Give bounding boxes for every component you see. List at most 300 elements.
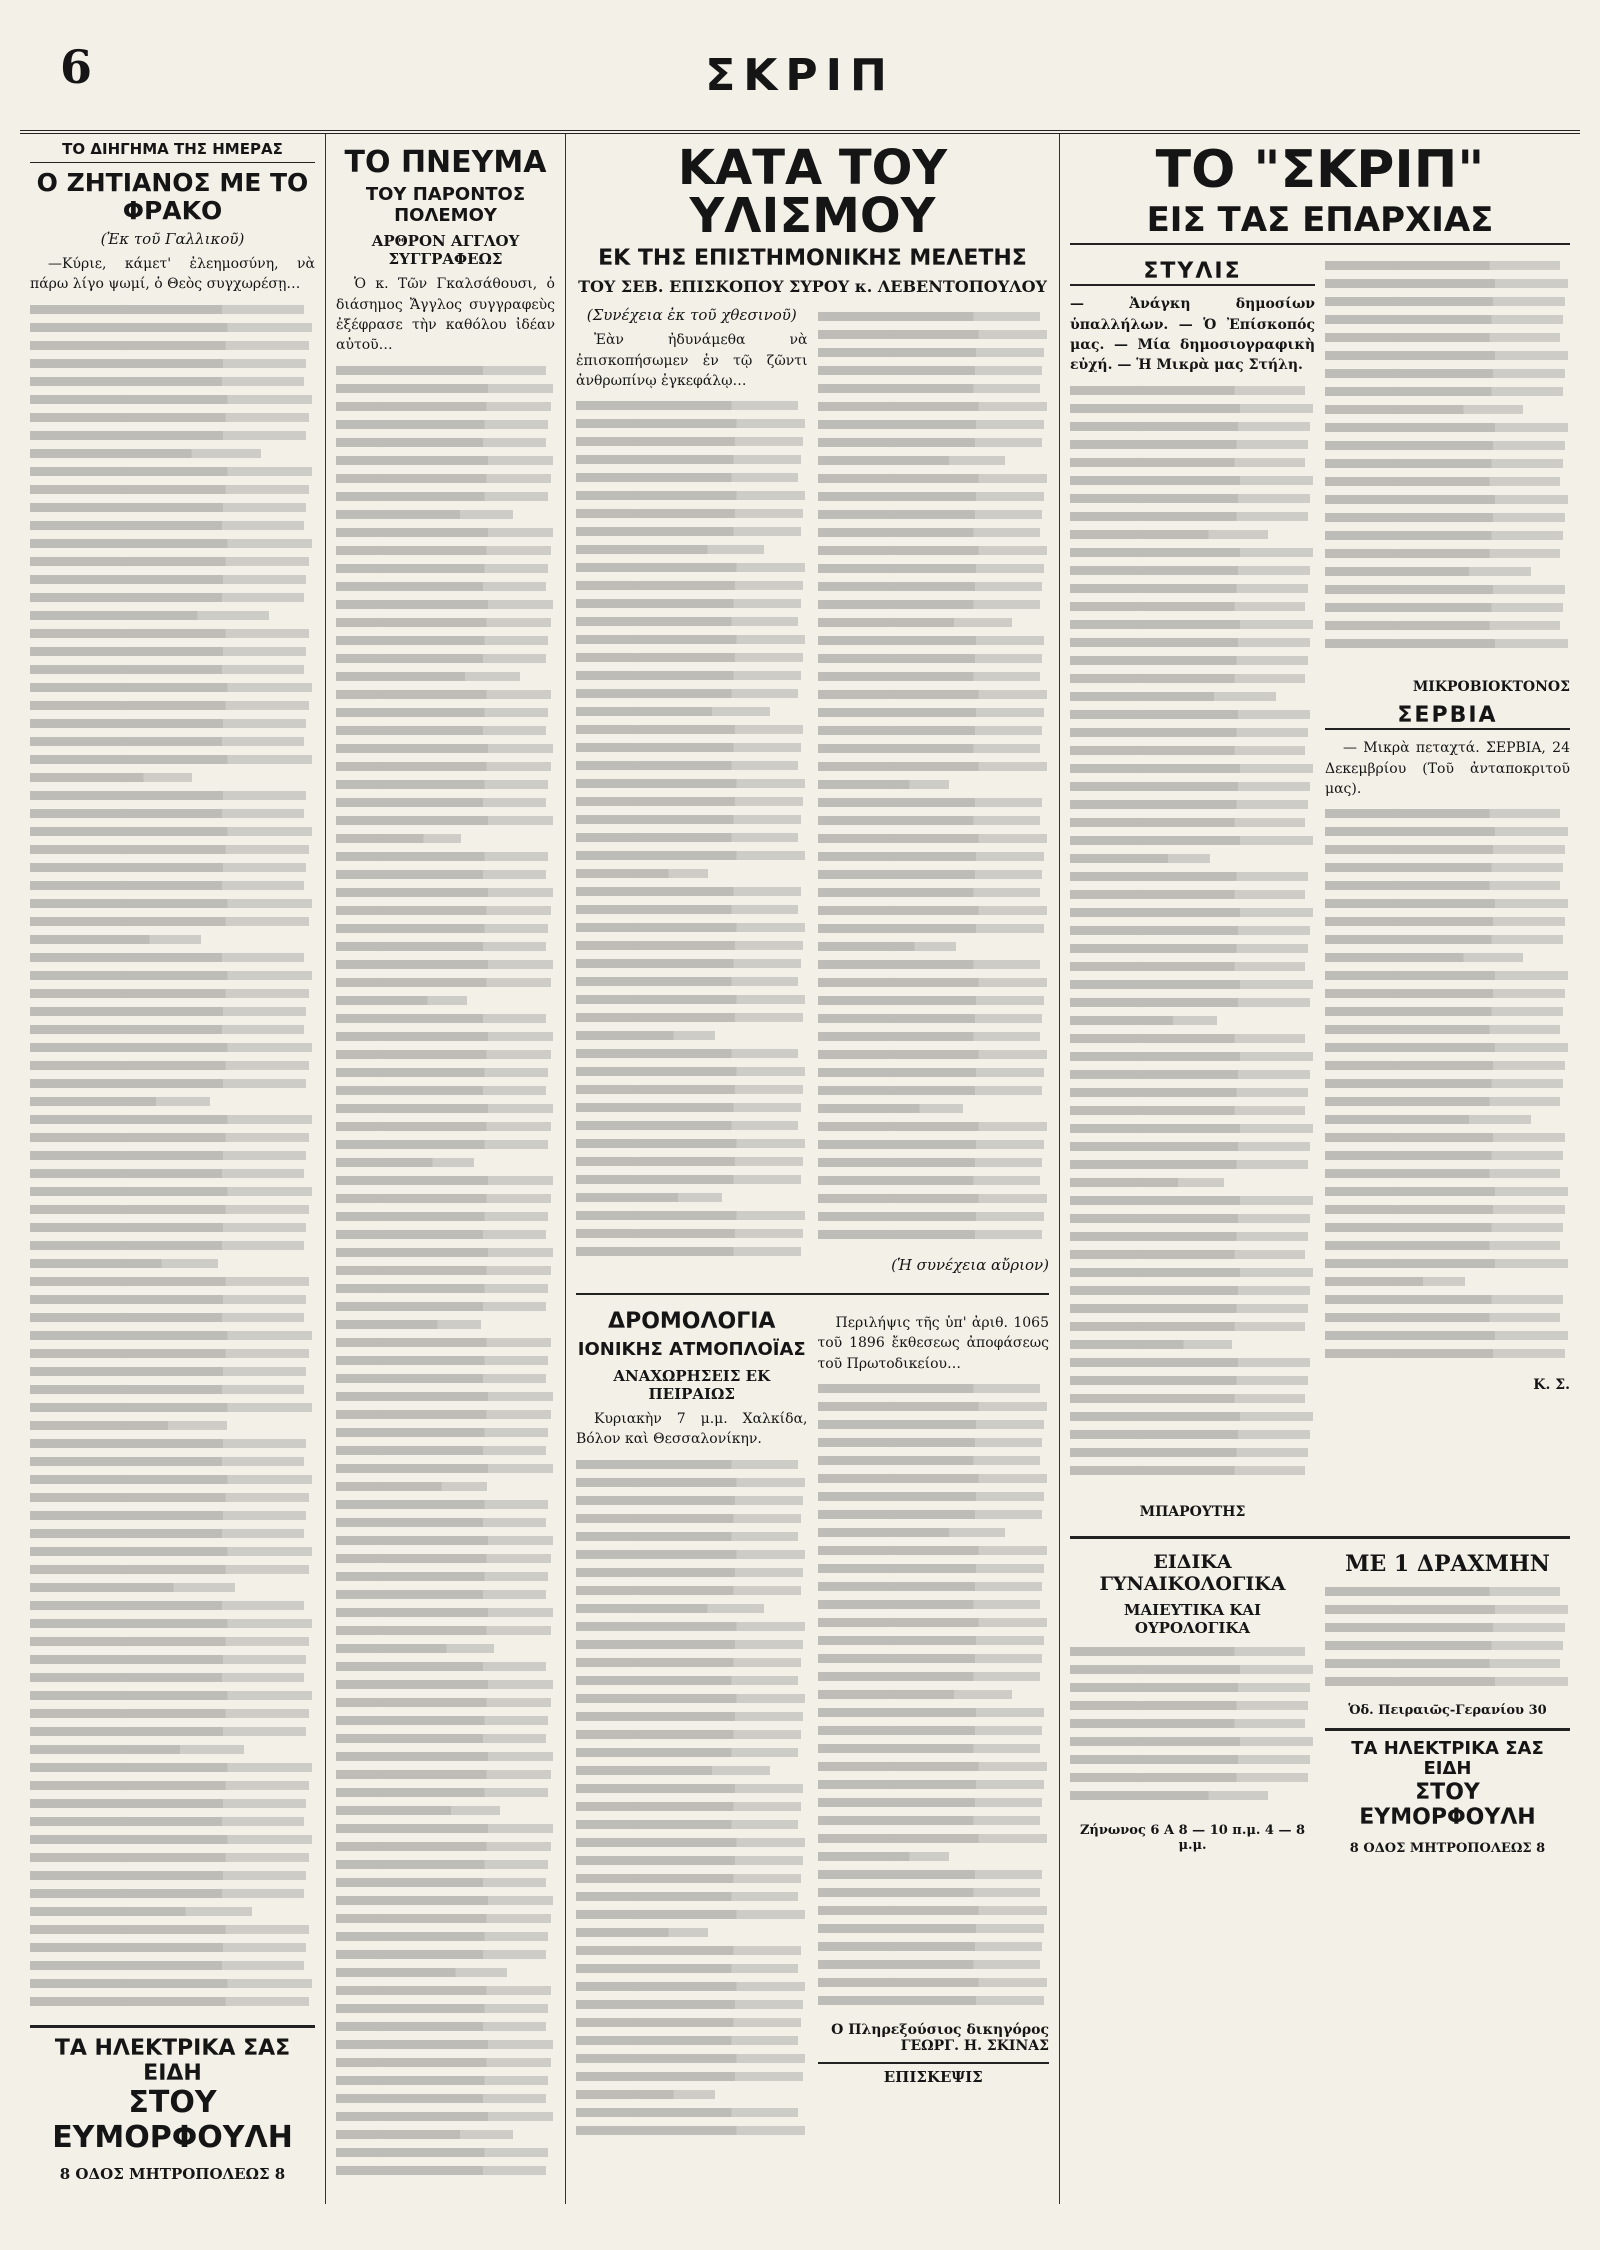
text-line: [1325, 459, 1563, 468]
text-line: [30, 629, 309, 638]
text-line: [576, 1712, 803, 1721]
text-line: [336, 1626, 551, 1635]
text-line: [336, 1140, 548, 1149]
text-line: [576, 419, 805, 428]
text-line: [336, 1968, 507, 1977]
text-line: [818, 906, 1047, 915]
text-line: [576, 1928, 708, 1937]
text-line: [336, 1104, 553, 1113]
text-line: [30, 1637, 309, 1646]
text-line: [818, 1564, 1045, 1573]
text-line: [576, 617, 798, 626]
text-line: [818, 870, 1043, 879]
text-line: [1325, 1331, 1568, 1340]
text-line: [30, 1187, 312, 1196]
text-line: [30, 881, 304, 890]
text-line: [818, 1582, 1043, 1591]
ad-gynecology-text: [1070, 1647, 1315, 1817]
text-line: [818, 1140, 1045, 1149]
text-line: [1070, 1683, 1310, 1692]
text-line: [1325, 1133, 1565, 1142]
text-line: [336, 870, 546, 879]
text-line: [1070, 512, 1308, 521]
text-line: [30, 1583, 235, 1592]
ad-gynecology-title: ΕΙΔΙΚΑ ΓΥΝΑΙΚΟΛΟΓΙΚΑ: [1099, 1550, 1286, 1595]
text-line: [336, 1356, 548, 1365]
ad-electrical-line2: ΣΤΟΥ ΕΥΜΟΡΦΟΥΛΗ: [52, 2085, 293, 2155]
text-line: [30, 773, 192, 782]
text-line: [30, 1493, 309, 1502]
ad-drachma-title: ΜΕ 1 ΔΡΑΧΜΗΝ: [1345, 1550, 1550, 1577]
stylis-first-paragraph: — Ἀνάγκη δημοσίων ὑπαλλήλων. — Ὁ Ἐπίσκοπός μας. — Μία δημοσιογραφικὴ εὐχή. — Ἡ Μικρὰ μας Στήλη.: [1070, 296, 1315, 374]
war-first-paragraph: Ὁ κ. Τῶν Γκαλσάθουσι, ὁ διάσημος Ἄγγλος συγγραφεὺς ἐξέφρασε τὴν καθόλου ἰδέαν αὐτοῦ…: [336, 276, 555, 354]
text-line: [1325, 1187, 1568, 1196]
text-line: [1325, 531, 1563, 540]
text-line: [1325, 1079, 1563, 1088]
text-line: [336, 654, 546, 663]
text-line: [818, 1834, 1047, 1843]
text-line: [818, 618, 1012, 627]
text-line: [30, 737, 304, 746]
text-line: [818, 1212, 1045, 1221]
text-line: [576, 1211, 805, 1220]
text-line: [30, 575, 306, 584]
ad-gynecology-subtitle: ΜΑΙΕΥΤΙΚΑ ΚΑΙ ΟΥΡΟΛΟΓΙΚΑ: [1123, 1600, 1262, 1637]
text-line: [576, 1532, 798, 1541]
text-line: [1070, 1773, 1308, 1782]
text-line: [336, 1878, 546, 1887]
text-line: [1070, 962, 1305, 971]
text-line: [576, 689, 798, 698]
text-line: [336, 1158, 474, 1167]
text-line: [1070, 1412, 1313, 1421]
stylis-signature: ΜΠΑΡΟΥΤΗΣ: [1139, 1503, 1246, 1520]
text-line: [336, 1788, 548, 1797]
text-line: [30, 701, 309, 710]
text-line: [30, 449, 261, 458]
text-line: [30, 1295, 306, 1304]
text-line: [576, 1874, 801, 1883]
schedule-company: ΙΟΝΙΚΗΣ ΑΤΜΟΠΛΟΪΑΣ: [577, 1339, 806, 1361]
column-war-spirit: [326, 134, 566, 2204]
text-line: [30, 1043, 312, 1052]
text-line: [818, 924, 1045, 933]
text-line: [336, 798, 546, 807]
text-line: [576, 1766, 770, 1775]
text-line: [336, 1014, 546, 1023]
column-story: [20, 134, 326, 2204]
text-line: [576, 1586, 801, 1595]
text-line: [576, 941, 803, 950]
ad-electrical-2-address: 8 ΟΔΟΣ ΜΗΤΡΟΠΟΛΕΩΣ 8: [1349, 1840, 1546, 1856]
text-line: [30, 359, 306, 368]
text-line: [818, 672, 1040, 681]
text-line: [818, 960, 1040, 969]
text-line: [30, 719, 306, 728]
text-line: [576, 1568, 803, 1577]
text-line: [1325, 513, 1565, 522]
text-line: [576, 2036, 798, 2045]
text-line: [576, 815, 801, 824]
text-line: [818, 546, 1047, 555]
notice-first-paragraph: Περιλήψις τῆς ὑπ' ἀριθ. 1065 τοῦ 1896 ἔκθεσεως ἀποφάσεως τοῦ Πρωτοδικείου…: [817, 1315, 1049, 1372]
text-line: [336, 996, 467, 1005]
text-line: [1070, 386, 1305, 395]
text-line: [1325, 863, 1563, 872]
text-line: [30, 1385, 304, 1394]
text-line: [818, 1978, 1047, 1987]
text-line: [30, 1115, 312, 1124]
text-line: [336, 1266, 551, 1275]
war-headline-line2: ΤΟΥ ΠΑΡΟΝΤΟΣ ΠΟΛΕΜΟΥ: [365, 184, 526, 226]
text-line: [818, 510, 1043, 519]
text-line: [818, 978, 1047, 987]
text-line: [336, 1464, 553, 1473]
text-line: [818, 708, 1045, 717]
text-line: [336, 2004, 548, 2013]
text-line: [336, 780, 548, 789]
text-line: [1070, 566, 1310, 575]
materialism-body-left: [576, 302, 808, 1281]
text-line: [336, 2130, 513, 2139]
text-line: [30, 1475, 312, 1484]
text-line: [1070, 1394, 1305, 1403]
text-line: [576, 905, 798, 914]
text-line: [1070, 602, 1305, 611]
text-line: [30, 1655, 306, 1664]
text-line: [30, 1007, 306, 1016]
text-line: [336, 816, 553, 825]
text-line: [336, 1860, 548, 1869]
schedule-title: ΔΡΟΜΟΛΟΓΙΑ: [608, 1309, 776, 1335]
text-line: [818, 1942, 1043, 1951]
text-line: [30, 1457, 304, 1466]
servia-body: [1325, 809, 1570, 1369]
text-line: [576, 1085, 803, 1094]
newspaper-title: ΣΚΡΙΠ: [705, 50, 895, 101]
text-line: [1325, 261, 1560, 270]
text-line: [576, 437, 803, 446]
text-line: [576, 2126, 805, 2135]
text-line: [1070, 1232, 1308, 1241]
text-line: [336, 1230, 546, 1239]
text-line: [30, 413, 309, 422]
text-line: [1070, 440, 1308, 449]
text-line: [336, 420, 548, 429]
text-line: [1070, 1737, 1313, 1746]
provinces-left: [1070, 251, 1315, 1527]
text-line: [818, 1014, 1043, 1023]
text-line: [818, 330, 1047, 339]
story-source: (Ἐκ τοῦ Γαλλικοῦ): [100, 230, 245, 248]
text-line: [30, 1943, 306, 1952]
text-line: [1325, 567, 1531, 576]
text-line: [1325, 827, 1568, 836]
text-line: [576, 1910, 805, 1919]
text-line: [1070, 1034, 1305, 1043]
text-line: [576, 833, 798, 842]
schedule-first-entry: Κυριακὴν 7 μ.μ. Χαλκίδα, Βόλον καὶ Θεσσαλονίκην.: [576, 1411, 808, 1448]
ad-electrical-2-line1: ΤΑ ΗΛΕΚΤΡΙΚΑ ΣΑΣ ΕΙΔΗ: [1351, 1737, 1544, 1780]
text-line: [818, 600, 1040, 609]
text-line: [30, 935, 201, 944]
text-line: [818, 1672, 1040, 1681]
schedule-subtitle: ΑΝΑΧΩΡΗΣΕΙΣ ΕΚ ΠΕΙΡΑΙΩΣ: [613, 1367, 771, 1404]
text-line: [1070, 944, 1308, 953]
text-line: [30, 1601, 304, 1610]
text-line: [576, 1964, 798, 1973]
text-line: [1070, 728, 1308, 737]
text-line: [30, 305, 304, 314]
text-line: [1070, 1124, 1313, 1133]
text-line: [818, 1870, 1043, 1879]
text-line: [1325, 387, 1563, 396]
text-line: [336, 1680, 553, 1689]
text-line: [336, 2022, 546, 2031]
text-line: [1325, 1677, 1568, 1686]
text-line: [818, 1888, 1040, 1897]
text-line: [1070, 620, 1313, 629]
materialism-continued-next: (Ἡ συνέχεια αὔριον): [891, 1256, 1049, 1275]
text-line: [576, 2054, 805, 2063]
text-line: [336, 2148, 548, 2157]
text-line: [336, 1410, 551, 1419]
text-line: [1070, 584, 1308, 593]
text-line: [1070, 494, 1310, 503]
text-line: [576, 1460, 798, 1469]
text-line: [1325, 1349, 1565, 1358]
story-headline: Ο ΖΗΤΙΑΝΟΣ ΜΕ ΤΟ ΦΡΑΚΟ: [36, 168, 309, 225]
text-line: [30, 1853, 309, 1862]
text-line: [1070, 998, 1310, 1007]
text-line: [1070, 1322, 1305, 1331]
columns: [20, 134, 1580, 2204]
text-line: [1070, 890, 1305, 899]
text-line: [30, 1277, 309, 1286]
text-line: [818, 780, 950, 789]
text-line: [30, 1097, 210, 1106]
text-line: [336, 1482, 487, 1491]
text-line: [1070, 674, 1305, 683]
text-line: [576, 869, 708, 878]
text-line: [1325, 549, 1560, 558]
text-line: [576, 1838, 805, 1847]
text-line: [30, 1259, 218, 1268]
text-line: [818, 1456, 1040, 1465]
text-line: [818, 492, 1045, 501]
text-line: [1325, 1313, 1560, 1322]
text-line: [818, 1384, 1040, 1393]
text-line: [818, 1780, 1045, 1789]
text-line: [1070, 1160, 1308, 1169]
text-line: [336, 834, 461, 843]
text-line: [336, 1086, 546, 1095]
text-line: [30, 431, 306, 440]
text-line: [576, 959, 801, 968]
text-line: [576, 635, 805, 644]
materialism-body-left-text: [576, 401, 808, 1281]
text-line: [30, 1313, 304, 1322]
text-line: [576, 1103, 801, 1112]
ad-drachma-text: [1325, 1587, 1570, 1697]
text-line: [336, 1806, 500, 1815]
text-line: [30, 521, 304, 530]
text-line: [336, 2058, 551, 2067]
text-line: [336, 1914, 551, 1923]
text-line: [576, 1694, 805, 1703]
text-line: [336, 1518, 546, 1527]
text-line: [30, 1223, 306, 1232]
text-line: [818, 834, 1047, 843]
text-line: [336, 402, 551, 411]
notice-body: [818, 1384, 1050, 2014]
text-line: [336, 1734, 546, 1743]
provinces-right-top: [1325, 261, 1570, 671]
text-line: [818, 366, 1043, 375]
text-line: [30, 1745, 244, 1754]
text-line: [336, 546, 551, 555]
servia-signature: Κ. Σ.: [1533, 1377, 1570, 1394]
text-line: [336, 492, 548, 501]
text-line: [1070, 926, 1310, 935]
ad-electrical-address: 8 ΟΔΟΣ ΜΗΤΡΟΠΟΛΕΩΣ 8: [59, 2165, 286, 2184]
text-line: [30, 323, 312, 332]
stylis-body: [1070, 386, 1315, 1496]
text-line: [818, 1068, 1045, 1077]
text-line: [1070, 1448, 1308, 1457]
text-line: [1325, 297, 1565, 306]
text-line: [1070, 746, 1305, 755]
text-line: [1070, 692, 1276, 701]
text-line: [336, 1392, 553, 1401]
text-line: [336, 1590, 546, 1599]
text-line: [336, 906, 551, 915]
text-line: [1070, 1196, 1313, 1205]
text-line: [336, 960, 553, 969]
text-line: [576, 1748, 798, 1757]
materialism-first-paragraph: Ἐὰν ἠδυνάμεθα νὰ ἐπισκοπήσωμεν ἐν τῷ ζῶντι ἀνθρωπίνῳ ἐγκεφάλῳ…: [576, 332, 808, 389]
text-line: [818, 654, 1043, 663]
text-line: [1325, 809, 1560, 818]
text-line: [1070, 1052, 1313, 1061]
text-line: [1325, 1605, 1568, 1614]
text-line: [30, 1817, 304, 1826]
text-line: [30, 593, 304, 602]
masthead: [20, 20, 1580, 134]
text-line: [576, 1730, 801, 1739]
text-line: [576, 2072, 803, 2081]
text-line: [576, 527, 801, 536]
text-line: [818, 564, 1045, 573]
text-line: [1070, 1719, 1305, 1728]
text-line: [576, 743, 801, 752]
text-line: [1070, 548, 1313, 557]
text-line: [336, 1194, 551, 1203]
text-line: [576, 1892, 798, 1901]
text-line: [818, 690, 1047, 699]
text-line: [30, 1349, 309, 1358]
text-line: [336, 1302, 546, 1311]
text-line: [30, 557, 309, 566]
text-line: [818, 726, 1043, 735]
war-headline: ΤΟ ΠΝΕΥΜΑ: [344, 145, 547, 180]
text-line: [30, 1079, 306, 1088]
text-line: [1070, 1214, 1310, 1223]
text-line: [30, 899, 312, 908]
text-line: [1070, 458, 1305, 467]
text-line: [1325, 369, 1565, 378]
text-line: [818, 1816, 1040, 1825]
text-line: [576, 563, 805, 572]
text-line: [336, 2094, 546, 2103]
text-line: [336, 852, 548, 861]
text-line: [30, 539, 312, 548]
text-line: [576, 887, 801, 896]
text-line: [818, 474, 1047, 483]
provinces-right: [1325, 251, 1570, 1527]
text-line: [30, 1547, 312, 1556]
materialism-headline: ΚΑΤΑ ΤΟΥ ΥΛΙΣΜΟΥ: [677, 140, 948, 244]
text-line: [1325, 1259, 1568, 1268]
text-line: [1070, 1286, 1310, 1295]
text-line: [1325, 1623, 1565, 1632]
text-line: [1070, 1791, 1268, 1800]
text-line: [576, 473, 798, 482]
text-line: [30, 1961, 304, 1970]
text-line: [576, 545, 764, 554]
text-line: [1325, 953, 1523, 962]
text-line: [818, 1528, 1006, 1537]
text-line: [576, 599, 801, 608]
text-line: [336, 600, 553, 609]
text-line: [576, 1946, 801, 1955]
text-line: [1070, 872, 1308, 881]
text-line: [30, 1763, 312, 1772]
text-line: [576, 2108, 798, 2117]
text-line: [576, 1049, 798, 1058]
text-line: [818, 1744, 1040, 1753]
text-line: [1070, 782, 1310, 791]
text-line: [30, 1907, 252, 1916]
divider: [576, 1293, 1049, 1295]
text-line: [336, 726, 546, 735]
text-line: [1070, 908, 1313, 917]
text-line: [818, 312, 1040, 321]
text-line: [30, 1241, 304, 1250]
text-line: [1325, 1115, 1531, 1124]
text-line: [1070, 836, 1313, 845]
text-line: [336, 582, 546, 591]
text-line: [1070, 1142, 1310, 1151]
text-line: [336, 1050, 551, 1059]
text-line: [336, 672, 520, 681]
text-line: [336, 1536, 553, 1545]
text-line: [1325, 477, 1560, 486]
text-line: [1325, 1169, 1560, 1178]
text-line: [1325, 1587, 1560, 1596]
text-line: [30, 989, 309, 998]
ad-electrical-2-line2: ΣΤΟΥ ΕΥΜΟΡΦΟΥΛΗ: [1359, 1779, 1536, 1831]
text-line: [336, 564, 548, 573]
column-materialism: [566, 134, 1060, 2204]
text-line: [336, 2112, 553, 2121]
text-line: [818, 888, 1040, 897]
text-line: [818, 1690, 1012, 1699]
materialism-subhead-2: ΤΟΥ ΣΕΒ. ΕΠΙΣΚΟΠΟΥ ΣΥΡΟΥ κ. ΛΕΒΕΝΤΟΠΟΥΛΟΥ: [578, 277, 1047, 297]
text-line: [818, 1546, 1047, 1555]
war-subhead: ΑΡΘΡΟΝ ΑΓΓΛΟΥ ΣΥΓΓΡΑΦΕΩΣ: [371, 232, 520, 269]
text-line: [818, 1960, 1040, 1969]
